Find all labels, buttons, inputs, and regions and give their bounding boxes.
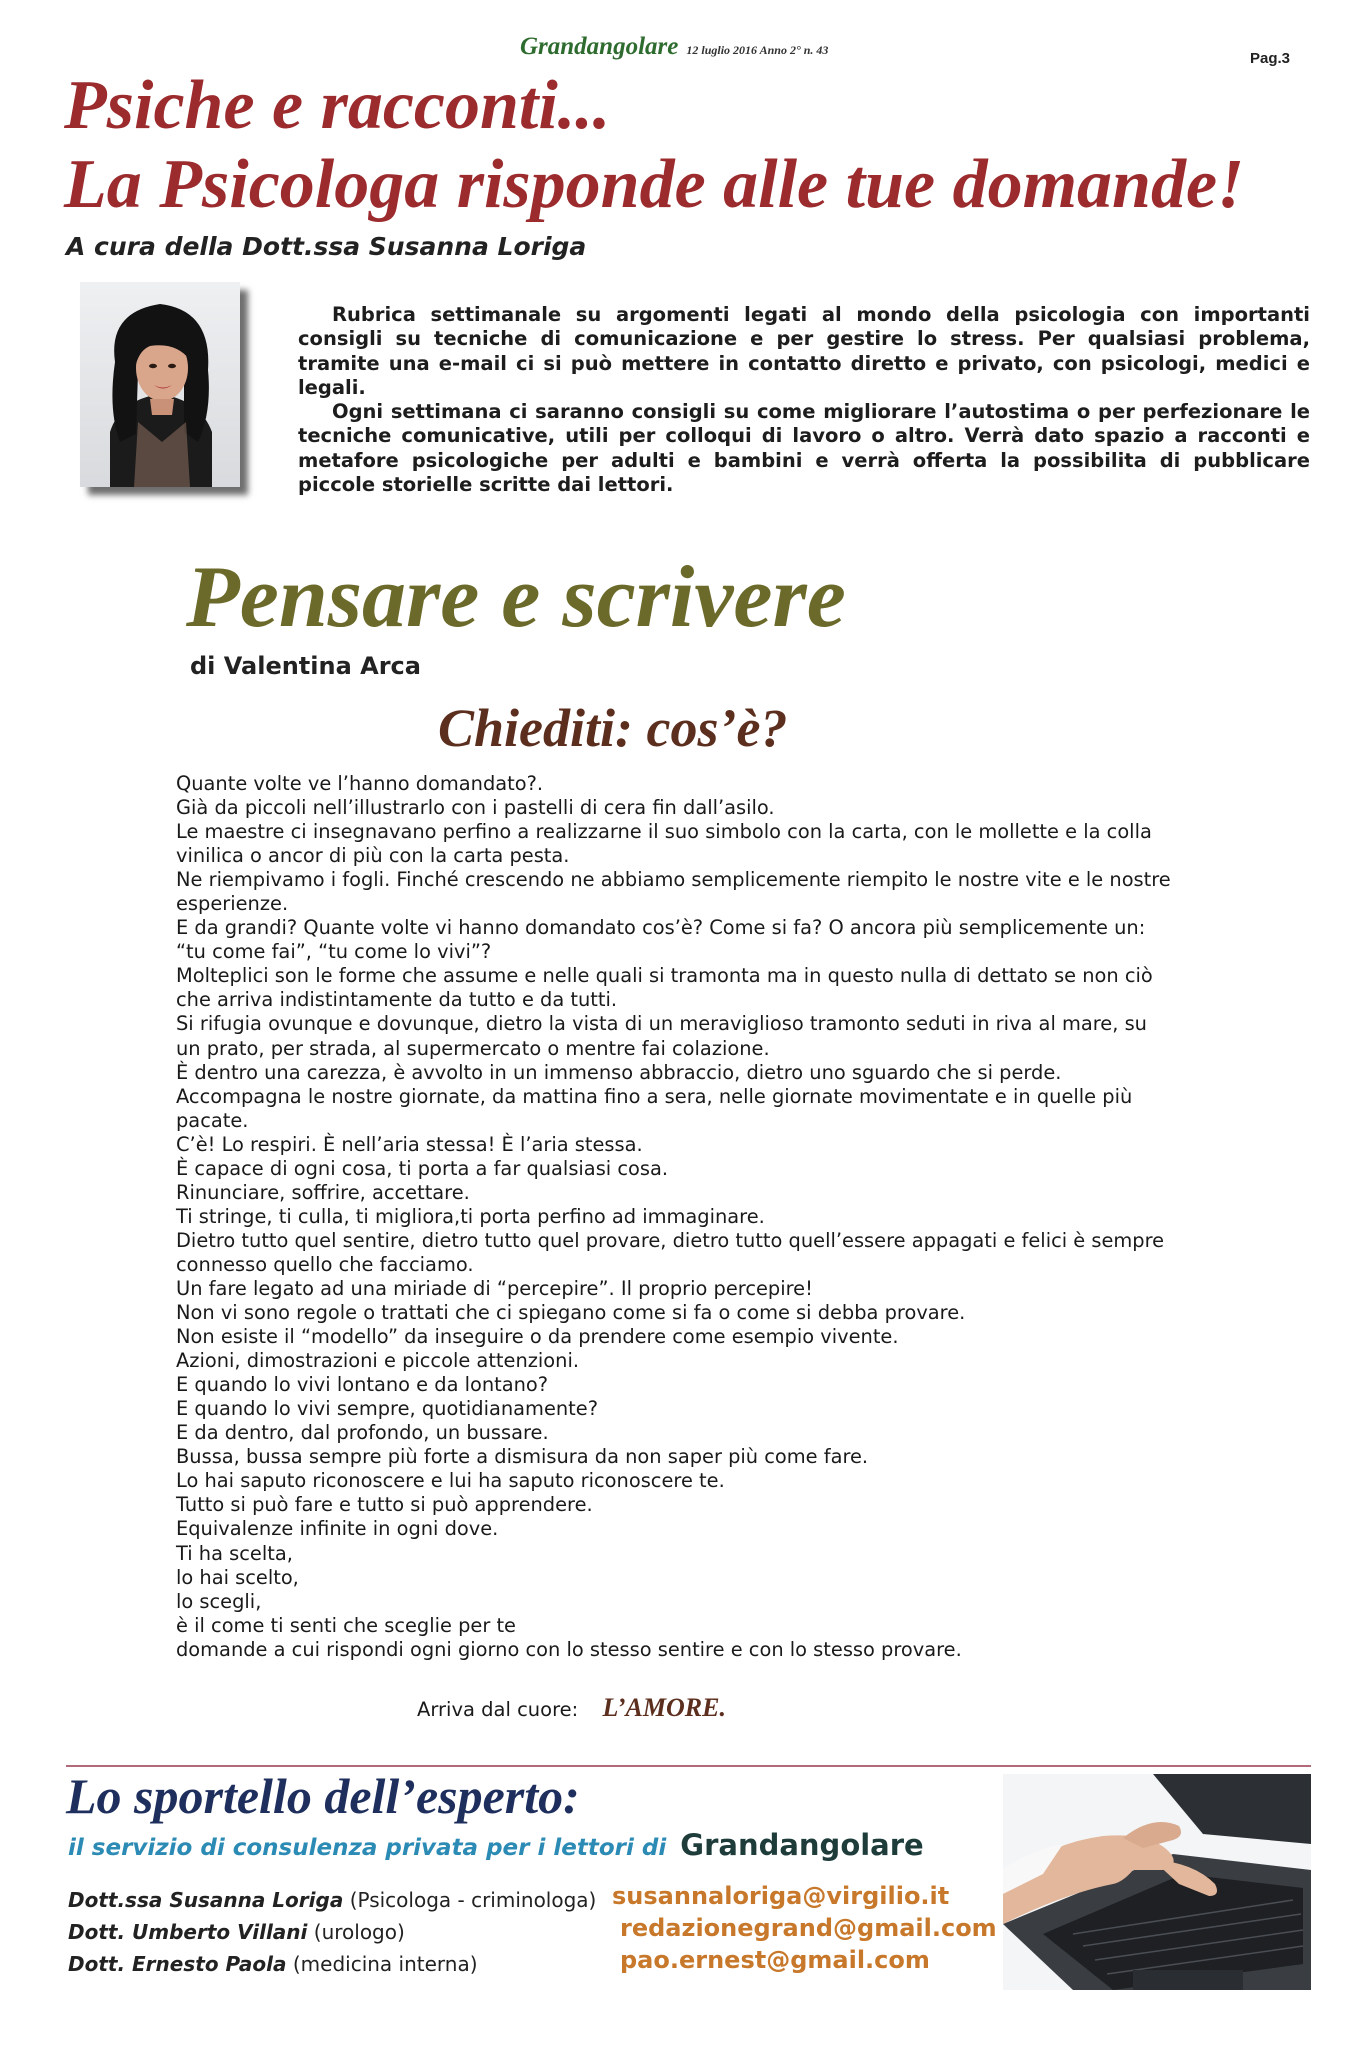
- expert-email-link[interactable]: redazionegrand@gmail.com: [620, 1914, 997, 1942]
- masthead-brand: Grandangolare: [520, 33, 679, 60]
- article-closing: [417, 1693, 726, 1723]
- body-line: Accompagna le nostre giornate, da mattina fino a sera, nelle giornate movimentate e in quelle più: [176, 1084, 1133, 1108]
- author-photo: [80, 282, 240, 487]
- body-line: Ne riempivamo i fogli. Finché crescendo ne abbiamo semplicemente riempito le nostre vite e le nostre: [176, 868, 1171, 892]
- laptop-photo: [1003, 1774, 1311, 1990]
- body-line: pacate.: [176, 1108, 249, 1132]
- expert-role: (Psicologa - criminologa): [349, 1888, 597, 1912]
- expert-row: [68, 1948, 596, 1980]
- closing-word: L’AMORE.: [602, 1693, 726, 1722]
- article-title: Pensare e scrivere: [186, 549, 846, 646]
- sportello-brand: Grandangolare: [680, 1828, 924, 1862]
- expert-email-link[interactable]: susannaloriga@virgilio.it: [612, 1882, 950, 1910]
- body-line: E quando lo vivi lontano e da lontano?: [176, 1373, 549, 1397]
- intro-paragraph: Rubrica settimanale su argomenti legati al mondo della psicologia con importanti consigli su tecniche di comunicazione e per gestire lo stress. Per qualsiasi problema, tramite una e-mail ci si può mettere in contatto diretto e privato, con psicologi, medici e legali.: [298, 303, 1310, 399]
- body-line: un prato, per strada, al supermercato o mentre fai colazione.: [176, 1036, 770, 1060]
- body-line: Un fare legato ad una miriade di “percepire”. Il proprio percepire!: [176, 1276, 813, 1300]
- body-line: è il come ti senti che sceglie per te: [176, 1613, 516, 1637]
- body-line: che arriva indistintamente da tutto e da tutti.: [176, 988, 618, 1012]
- portrait-photo-icon: [80, 282, 240, 487]
- article-byline: di Valentina Arca: [190, 652, 421, 680]
- body-line: Dietro tutto quel sentire, dietro tutto quel provare, dietro tutto quell’essere appagati e felici è sempre: [176, 1228, 1165, 1252]
- body-line: Quante volte ve l’hanno domandato?.: [176, 772, 544, 795]
- body-line: È dentro una carezza, è avvolto in un immenso abbraccio, dietro uno sguardo che si perde.: [176, 1060, 1062, 1084]
- body-line: Rinunciare, soffrire, accettare.: [176, 1180, 470, 1204]
- body-line: Azioni, dimostrazioni e piccole attenzioni.: [176, 1349, 580, 1373]
- expert-role: (urologo): [313, 1920, 405, 1944]
- body-line: Le maestre ci insegnavano perfino a realizzarne il suo simbolo con la carta, con le mollette e la colla: [176, 820, 1152, 844]
- body-line: Ti stringe, ti culla, ti migliora,ti porta perfino ad immaginare.: [176, 1204, 765, 1228]
- body-line: E da grandi? Quante volte vi hanno domandato cos’è? Come si fa? O ancora più semplicemente un:: [176, 916, 1146, 940]
- body-line: Non esiste il “modello” da inseguire o da prendere come esempio vivente.: [176, 1325, 899, 1349]
- body-line: Bussa, bussa sempre più forte a dismisura da non saper più come fare.: [176, 1445, 869, 1469]
- article-body: [176, 772, 1196, 1662]
- expert-list: [68, 1884, 596, 1980]
- body-line: lo scegli,: [176, 1589, 262, 1613]
- body-line: E quando lo vivi sempre, quotidianamente?: [176, 1397, 598, 1421]
- body-line: Non vi sono regole o trattati che ci spiegano come si fa o come si debba provare.: [176, 1301, 966, 1325]
- sportello-subtitle-text: il servizio di consulenza privata per i lettori di: [68, 1835, 667, 1861]
- body-line: E da dentro, dal profondo, un bussare.: [176, 1421, 549, 1445]
- body-line: Tutto si può fare e tutto si può apprendere.: [176, 1493, 593, 1517]
- column-headline: [64, 66, 1244, 224]
- masthead: [520, 33, 828, 61]
- column-title-line2: La Psicologa risponde alle tue domande!: [64, 146, 1245, 223]
- article-subtitle: Chiediti: cos’è?: [438, 698, 788, 758]
- body-line: vinilica o ancor di più con la carta pesta.: [176, 844, 570, 868]
- expert-name: Dott. Ernesto Paola: [68, 1952, 287, 1976]
- expert-role: (medicina interna): [292, 1952, 478, 1976]
- body-line: domande a cui rispondi ogni giorno con lo stesso sentire e con lo stesso provare.: [176, 1637, 962, 1661]
- email-list: [612, 1880, 997, 1976]
- column-title-line1: Psiche e racconti...: [64, 67, 611, 144]
- body-line: connesso quello che facciamo.: [176, 1252, 474, 1276]
- body-line: Lo hai saputo riconoscere e lui ha saputo riconoscere te.: [176, 1469, 725, 1493]
- body-line: “tu come fai”, “tu come lo vivi”?: [176, 940, 492, 964]
- masthead-issue: 12 luglio 2016 Anno 2° n. 43: [686, 43, 829, 57]
- page-number: Pag.3: [1250, 50, 1291, 67]
- body-line: Equivalenze infinite in ogni dove.: [176, 1517, 499, 1541]
- expert-name: Dott.ssa Susanna Loriga: [68, 1888, 344, 1912]
- body-line: È capace di ogni cosa, ti porta a far qualsiasi cosa.: [176, 1156, 669, 1180]
- sportello-subtitle: [68, 1828, 924, 1862]
- expert-name: Dott. Umberto Villani: [68, 1920, 308, 1944]
- body-line: Si rifugia ovunque e dovunque, dietro la vista di un meraviglioso tramonto seduti in riva al mare, su: [176, 1012, 1147, 1036]
- body-line: esperienze.: [176, 892, 289, 916]
- body-line: lo hai scelto,: [176, 1565, 299, 1589]
- typing-on-laptop-icon: [1003, 1774, 1311, 1990]
- closing-label: Arriva dal cuore:: [417, 1698, 579, 1721]
- body-line: Molteplici son le forme che assume e nelle quali si tramonta ma in questo nulla di dettato se non ciò: [176, 964, 1153, 988]
- expert-email-link[interactable]: pao.ernest@gmail.com: [620, 1946, 930, 1974]
- expert-row: [68, 1884, 596, 1916]
- body-line: Già da piccoli nell’illustrarlo con i pastelli di cera fin dall’asilo.: [176, 796, 775, 820]
- column-intro: [298, 303, 1310, 497]
- body-line: Ti ha scelta,: [176, 1541, 293, 1565]
- sportello-title: Lo sportello dell’esperto:: [66, 1768, 580, 1824]
- expert-row: [68, 1916, 596, 1948]
- body-line: C’è! Lo respiri. È nell’aria stessa! È l’aria stessa.: [176, 1132, 643, 1156]
- intro-paragraph: Ogni settimana ci saranno consigli su come migliorare l’autostima o per perfezionare le tecniche comunicative, utili per colloqui di lavoro o altro. Verrà dato spazio a racconti e metafore psicologiche per adulti e bambini e verrà offerta la possibilita di pubblicare piccole storielle scritte dai lettori.: [298, 400, 1310, 497]
- column-byline: A cura della Dott.ssa Susanna Loriga: [66, 232, 587, 261]
